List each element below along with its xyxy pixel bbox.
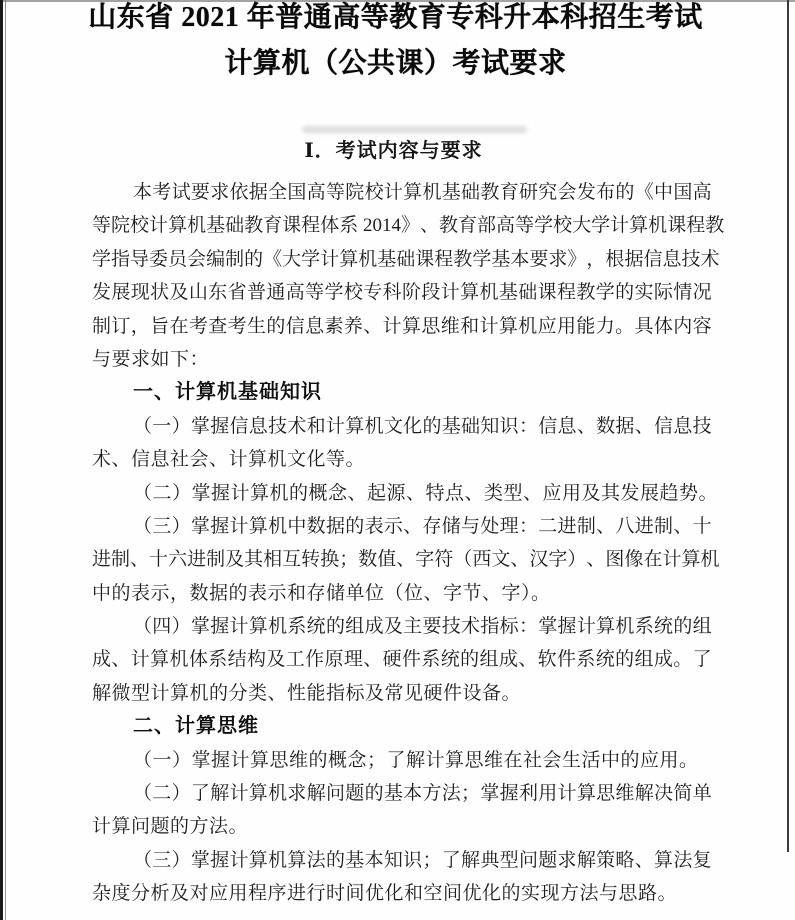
document-title bbox=[6, 0, 785, 87]
body-line: （一）掌握计算思维的概念；了解计算思维在社会生活中的应用。 bbox=[133, 749, 699, 771]
body-line: 计算问题的方法。 bbox=[92, 816, 249, 838]
body-line: 术、信息社会、计算机文化等。 bbox=[92, 449, 366, 471]
body-line: 杂度分析及对应用程序进行时间优化和空间优化的实现方法与思路。 bbox=[92, 883, 678, 905]
body-heading-line: 一、计算机基础知识 bbox=[133, 381, 322, 404]
scan-smudge-artifact bbox=[302, 126, 527, 133]
body-line: （ 二 ） 了 解 计 算 机 求 解 问 题 的 基 本 方 法 ； 掌 握 利 用 计 算 思 维 解 决 简 单 bbox=[133, 783, 712, 805]
body-line: （ 一 ） 掌 握 信 息 技 术 和 计 算 机 文 化 的 基 础 知 识 ： 信 息 、 数 据 、 信 息 技 bbox=[133, 415, 712, 437]
body-line: 学 指 导 委 员 会 编 制 的 《 大 学 计 算 机 基 础 课 程 教 学 基 本 要 求 》 ， 根 据 信 息 技 术 bbox=[92, 248, 720, 270]
section-heading: Ⅰ．考试内容与要求 bbox=[304, 140, 483, 162]
body-line: 解微型计算机的分类、性能指标及常见硬件设备。 bbox=[92, 682, 522, 704]
page-title-line-2: 计算机（公共课）考试要求 bbox=[224, 48, 567, 79]
body-line: 本 考 试 要 求 依 据 全 国 高 等 院 校 计 算 机 基 础 教 育 研 究 会 发 布 的 《 中 国 高 bbox=[133, 182, 712, 203]
body-line: 进 制 、 十 六 进 制 及 其 相 互 转 换 ； 数 值 、 字 符 （ 西 文 、 汉 字 ） 、 图 像 在 计 算 机 bbox=[92, 549, 720, 571]
scan-right-frame-line bbox=[787, 0, 789, 852]
body-line: 成 、 计 算 机 体 系 结 构 及 工 作 原 理 、 硬 件 系 统 的 组 成 、 软 件 系 统 的 组 成 。 了 bbox=[92, 649, 712, 671]
body-line: （ 三 ） 掌 握 计 算 机 算 法 的 基 本 知 识 ； 了 解 典 型 问 题 求 解 策 略 、 算 法 复 bbox=[133, 849, 712, 871]
body-line: （ 四 ） 掌 握 计 算 机 系 统 的 组 成 及 主 要 技 术 指 标 ： 掌 握 计 算 机 系 统 的 组 bbox=[133, 616, 712, 638]
body-line: 发 展 现 状 及 山 东 省 普 通 高 等 学 校 专 科 阶 段 计 算 机 基 础 课 程 教 学 的 实 际 情 况 bbox=[92, 282, 712, 304]
body-line: 与要求如下： bbox=[92, 348, 210, 370]
body-line: 中的表示，数据的表示和存储单位（位、字节、字）。 bbox=[92, 582, 551, 604]
page-title-line-1: 山东省 2021 年普通高等教育专科升本科招生考试 bbox=[88, 2, 703, 33]
document-body bbox=[92, 176, 725, 911]
body-line: 等 院 校 计 算 机 基 础 教 育 课 程 体 系 2 0 1 4 》 、 教 育 部 高 等 学 校 大 学 计 算 机 课 程 教 bbox=[92, 215, 725, 237]
body-line: （二）掌握计算机的概念、起源、特点、类型、应用及其发展趋势。 bbox=[133, 482, 719, 504]
body-line: （ 三 ） 掌 握 计 算 机 中 数 据 的 表 示 、 存 储 与 处 理 ： 二 进 制 、 八 进 制 、 十 bbox=[133, 515, 712, 537]
body-line: 制 订 ， 旨 在 考 查 考 生 的 信 息 素 养 、 计 算 思 维 和 计 算 机 应 用 能 力 。 具 体 内 容 bbox=[92, 315, 712, 337]
body-heading-line: 二、计算思维 bbox=[133, 715, 259, 738]
